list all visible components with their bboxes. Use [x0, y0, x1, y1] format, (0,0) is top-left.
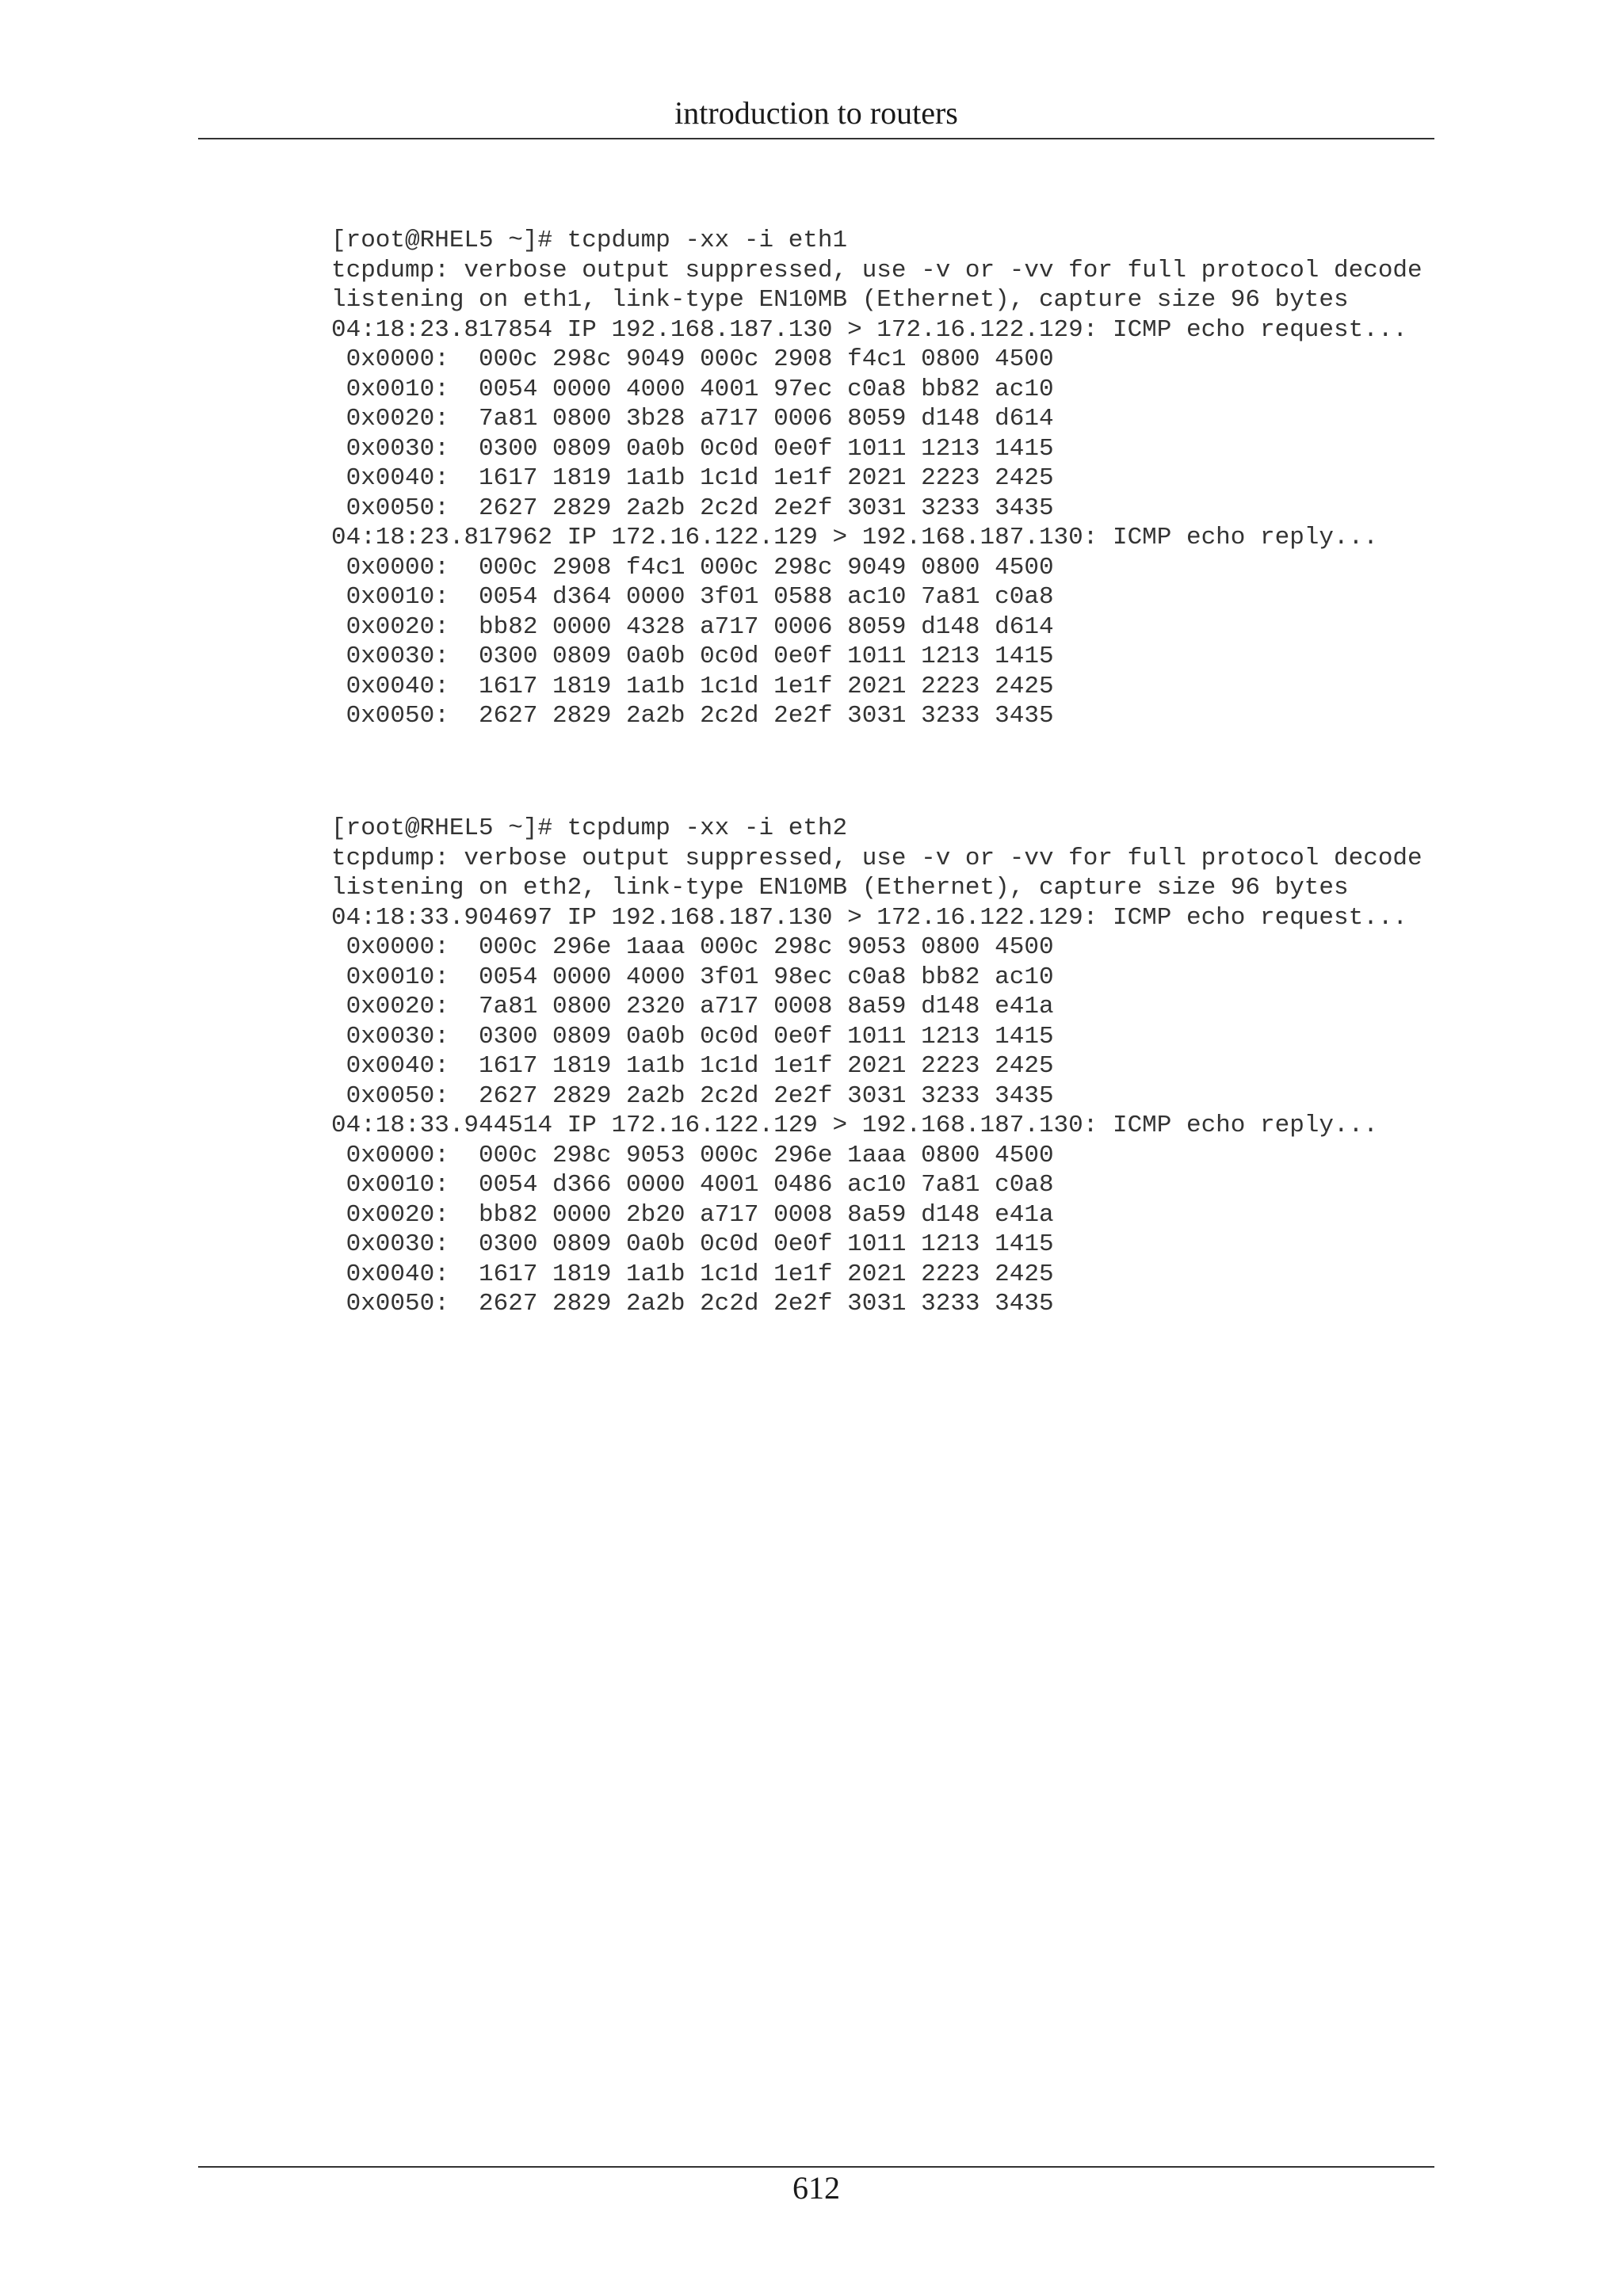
code-line: 0x0040: 1617 1819 1a1b 1c1d 1e1f 2021 2223 2425 [331, 464, 1054, 492]
code-line: [root@RHEL5 ~]# tcpdump -xx -i eth2 [331, 814, 848, 842]
footer-rule [198, 2166, 1434, 2168]
code-line: 04:18:23.817962 IP 172.16.122.129 > 192.168.187.130: ICMP echo reply... [331, 524, 1378, 551]
tcpdump-eth1-output [331, 226, 1423, 731]
code-line: listening on eth1, link-type EN10MB (Ethernet), capture size 96 bytes [331, 286, 1349, 314]
code-line: [root@RHEL5 ~]# tcpdump -xx -i eth1 [331, 227, 848, 254]
code-line: 0x0050: 2627 2829 2a2b 2c2d 2e2f 3031 3233 3435 [331, 1081, 1054, 1110]
code-line: 04:18:33.904697 IP 192.168.187.130 > 172.16.122.129: ICMP echo request... [331, 903, 1408, 932]
code-line: 0x0040: 1617 1819 1a1b 1c1d 1e1f 2021 2223 2425 [331, 1052, 1054, 1080]
code-line: 0x0000: 000c 296e 1aaa 000c 298c 9053 0800 4500 [331, 933, 1054, 961]
code-line: 04:18:23.817854 IP 192.168.187.130 > 172.16.122.129: ICMP echo request... [331, 315, 1408, 344]
code-line: 0x0030: 0300 0809 0a0b 0c0d 0e0f 1011 1213 1415 [331, 643, 1054, 670]
code-line: listening on eth2, link-type EN10MB (Ethernet), capture size 96 bytes [331, 874, 1349, 902]
page-number: 612 [792, 2170, 840, 2206]
code-line: tcpdump: verbose output suppressed, use -v or -vv for full protocol decode [331, 844, 1423, 872]
code-line: 0x0020: 7a81 0800 2320 a717 0008 8a59 d148 e41a [331, 993, 1054, 1020]
code-line: 0x0000: 000c 298c 9049 000c 2908 f4c1 0800 4500 [331, 345, 1054, 373]
code-line: 0x0030: 0300 0809 0a0b 0c0d 0e0f 1011 1213 1415 [331, 1022, 1054, 1051]
code-line: 0x0030: 0300 0809 0a0b 0c0d 0e0f 1011 1213 1415 [331, 434, 1054, 463]
code-line: 0x0040: 1617 1819 1a1b 1c1d 1e1f 2021 2223 2425 [331, 1260, 1054, 1288]
tcpdump-eth2-output [331, 814, 1423, 1319]
code-line: tcpdump: verbose output suppressed, use -v or -vv for full protocol decode [331, 256, 1423, 284]
code-line: 0x0000: 000c 2908 f4c1 000c 298c 9049 0800 4500 [331, 553, 1054, 582]
code-line: 0x0020: bb82 0000 2b20 a717 0008 8a59 d148 e41a [331, 1200, 1054, 1229]
code-line: 0x0020: bb82 0000 4328 a717 0006 8059 d148 d614 [331, 612, 1054, 641]
code-line: 0x0000: 000c 298c 9053 000c 296e 1aaa 0800 4500 [331, 1141, 1054, 1169]
code-line: 0x0030: 0300 0809 0a0b 0c0d 0e0f 1011 1213 1415 [331, 1230, 1054, 1258]
running-header: introduction to routers [674, 95, 958, 131]
code-line: 0x0010: 0054 d366 0000 4001 0486 ac10 7a81 c0a8 [331, 1171, 1054, 1199]
code-line: 0x0010: 0054 d364 0000 3f01 0588 ac10 7a81 c0a8 [331, 583, 1054, 611]
code-line: 0x0050: 2627 2829 2a2b 2c2d 2e2f 3031 3233 3435 [331, 1290, 1054, 1318]
header-rule [198, 138, 1434, 139]
code-line: 0x0020: 7a81 0800 3b28 a717 0006 8059 d148 d614 [331, 405, 1054, 433]
code-line: 0x0040: 1617 1819 1a1b 1c1d 1e1f 2021 2223 2425 [331, 672, 1054, 700]
code-line: 04:18:33.944514 IP 172.16.122.129 > 192.168.187.130: ICMP echo reply... [331, 1112, 1378, 1139]
code-line: 0x0010: 0054 0000 4000 3f01 98ec c0a8 bb82 ac10 [331, 963, 1054, 991]
code-line: 0x0010: 0054 0000 4000 4001 97ec c0a8 bb82 ac10 [331, 375, 1054, 403]
code-line: 0x0050: 2627 2829 2a2b 2c2d 2e2f 3031 3233 3435 [331, 494, 1054, 522]
code-line: 0x0050: 2627 2829 2a2b 2c2d 2e2f 3031 3233 3435 [331, 702, 1054, 730]
